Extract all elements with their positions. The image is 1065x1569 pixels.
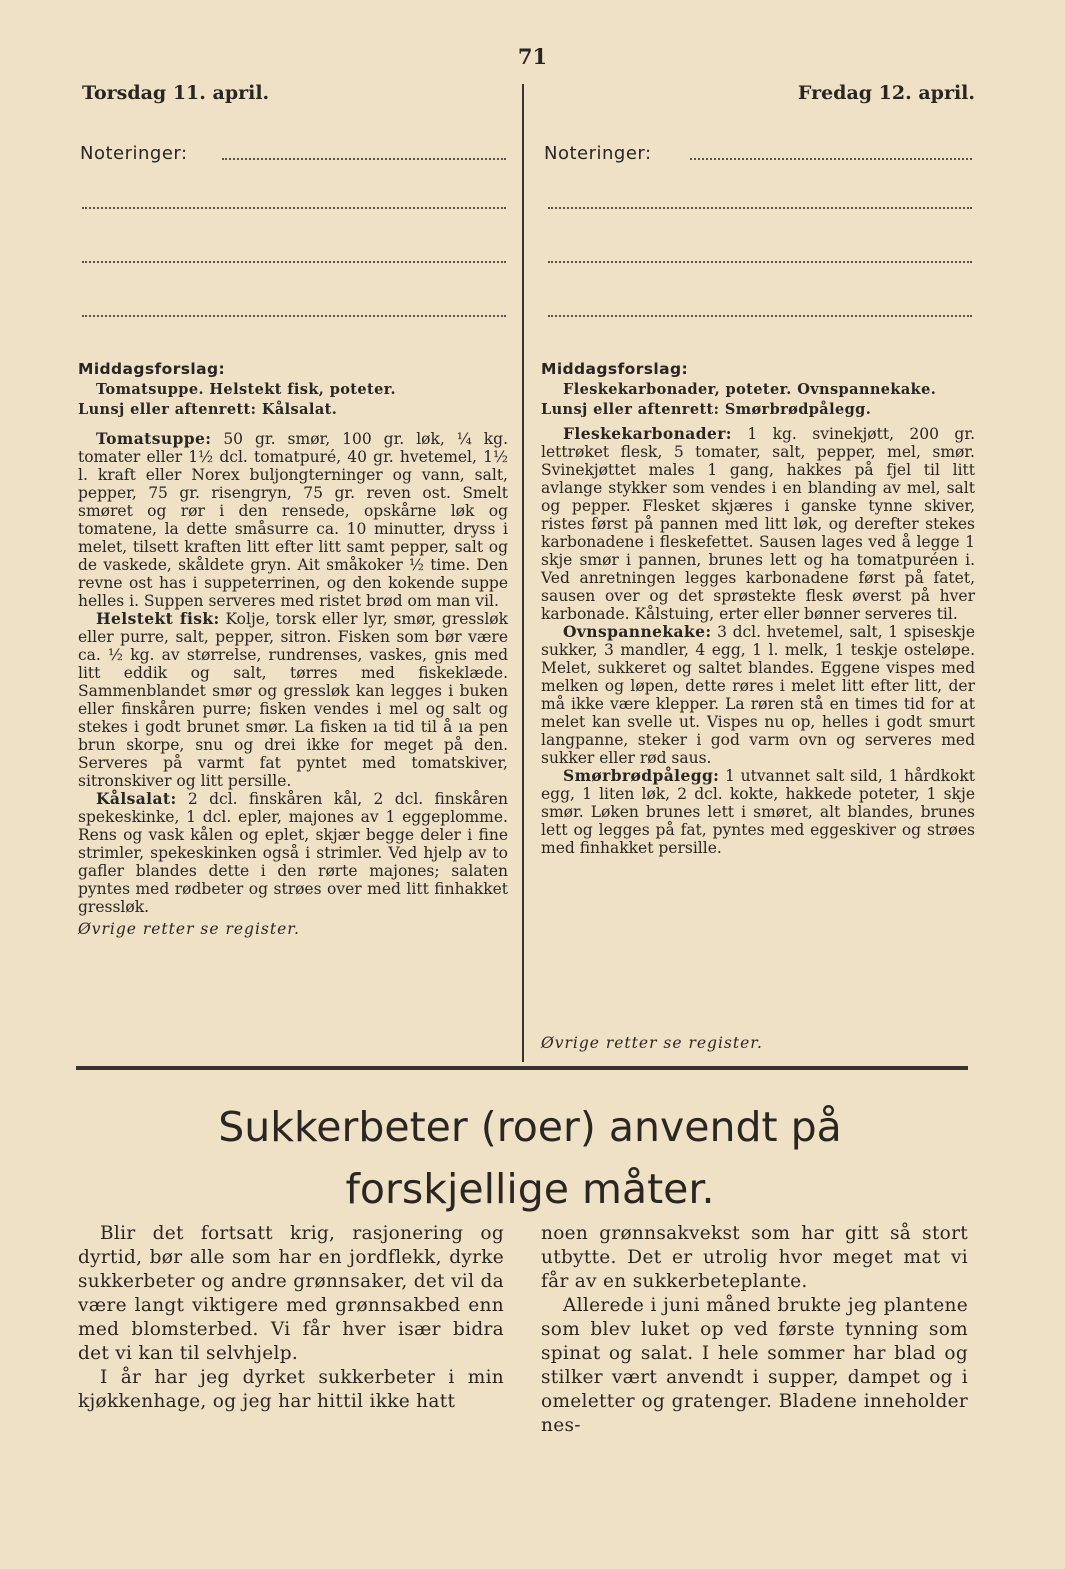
page-number: 71 bbox=[517, 44, 548, 69]
article-column-left bbox=[78, 1222, 504, 1414]
recipe-name: Smørbrødpålegg: bbox=[563, 766, 720, 785]
recipe-name: Fleskekarbonader: bbox=[563, 424, 732, 443]
recipe-text: Kolje, torsk eller lyr, smør, gressløk eller purre, salt, pepper, sitron. Fisken som bør være ca. ½ kg. av størrelse, rundrenses, vaskes, gnis med litt eddik og salt, tørres med fiskeklæde. Sammenblandet smør og gressløk kan legges i buken eller finskåren purre; fisken vendes i mel og salt og stekes i godt brunet smør. La fisken ıa tid til å ıa pen brun skorpe, snu og drei ikke for meget på den. Serveres på varmt fat pyntet med tomatskiver, sitronskiver og litt persille. bbox=[78, 610, 509, 790]
column-divider bbox=[522, 84, 524, 1062]
article-paragraph: I år har jeg dyrket sukkerbeter i min kjøkkenhage, og jeg har hittil ikke hatt bbox=[78, 1367, 504, 1412]
article-paragraph: Blir det fortsatt krig, rasjonering og dyrtid, bør alle som har en jordflekk, dyrke sukkerbeter og andre grønnsaker, det vil da være langt viktigere med grønnsakbed enn med blomsterbed. Vi får hver især bidra det vi kan til selvhjelp. bbox=[78, 1223, 504, 1364]
other-dishes-note: Øvrige retter se register. bbox=[541, 1034, 763, 1052]
recipe-text: 50 gr. smør, 100 gr. løk, ¼ kg. tomater eller 1½ dcl. tomatpuré, 40 gr. hvetemel, 1½ l. kraft eller Norex buljongterninger og vann, salt, pepper, 75 gr. risengryn, 75 gr. reven ost. Smelt smøret og rør i den rensede, opskårne løk og tomatene, la dette småsurre ca. 10 minutter, dryss i melet, tilsett kraften litt efter litt samt pepper, salt og de vaskede, skåldete gryn. Ait småkoker ½ time. Den revne ost has i suppeterrinen, og den kokende suppe helles i. Suppen serveres med ristet brød om man vil. bbox=[78, 430, 508, 610]
notes-dotline bbox=[82, 315, 506, 317]
notes-dotline bbox=[222, 158, 506, 160]
recipe-smorbrodpalegg bbox=[541, 767, 975, 857]
recipe-text: 3 dcl. hvetemel, salt, 1 spiseskje sukker, 3 mandler, 4 egg, 1 l. melk, 1 teskje osteløpe. Melet, sukkeret og saltet blandes. Eggene vispes med melken og løpen, dette røres i melet litt efter litt, der må ikke være klepper. La røren stå en times tid for at melet kan svelle ut. Vispes nu op, helles i godt smurt langpanne, steker i god varm ovn og serveres med sukker eller rød saus. bbox=[541, 623, 975, 767]
recipe-name: Ovnspannekake: bbox=[563, 622, 712, 641]
notes-label-right: Noteringer: bbox=[544, 143, 652, 164]
section-rule bbox=[76, 1066, 968, 1070]
dinner-suggestion: Tomatsuppe. Helstekt fisk, poteter. bbox=[96, 381, 396, 398]
recipe-list bbox=[78, 430, 508, 916]
notes-dotline bbox=[548, 261, 972, 263]
lunch-suggestion: Lunsj eller aftenrett: Smørbrødpålegg. bbox=[541, 401, 872, 418]
notes-label-left: Noteringer: bbox=[80, 143, 188, 164]
right-day-column bbox=[541, 360, 975, 857]
article-title-line: forskjellige måter. bbox=[345, 1165, 715, 1213]
recipe-helstekt-fisk bbox=[78, 610, 508, 790]
lunch-suggestion: Lunsj eller aftenrett: Kålsalat. bbox=[78, 401, 338, 418]
notes-dotline bbox=[690, 158, 972, 160]
recipe-tomatsuppe bbox=[78, 430, 508, 610]
article-title bbox=[60, 1096, 1000, 1220]
other-dishes-note: Øvrige retter se register. bbox=[78, 920, 300, 938]
article-column-right bbox=[541, 1222, 968, 1438]
notes-dotline bbox=[548, 207, 972, 209]
dinner-suggestion: Fleskekarbonader, poteter. Ovnspannekake. bbox=[563, 381, 937, 398]
recipe-name: Helstekt fisk: bbox=[96, 609, 220, 628]
dinner-heading: Middagsforslag: bbox=[541, 360, 689, 378]
day-heading-left: Torsdag 11. april. bbox=[82, 82, 270, 104]
recipe-list bbox=[541, 425, 975, 857]
article-paragraph: Allerede i juni måned brukte jeg plantene som blev luket op ved første tynning som spinat og salat. I hele sommer har blad og stilker vært anvendt i supper, dampet og i omeletter og gratenger. Bladene inneholder nes- bbox=[541, 1295, 968, 1436]
notes-dotline bbox=[548, 315, 972, 317]
recipe-text: 1 kg. svinekjøtt, 200 gr. lettrøket flesk, 5 tomater, salt, pepper, mel, smør. Svinekjøttet males 1 gang, hakkes på fjel til litt avlange stykker som vendes i en blanding av mel, salt og pepper. Flesket skjæres i ganske tynne skiver, ristes først på pannen med litt løk, og derefter stekes karbonadene i fleskefettet. Sausen lages ved å legge 1 skje smør i pannen, brunes lett og ha tomatpuréen i. Ved anretningen legges karbonadene først på fatet, sausen over og det sprøstekte flesk øverst på hver karbonade. Kålstuing, erter eller bønner serveres til. bbox=[541, 425, 975, 623]
recipe-name: Kålsalat: bbox=[96, 789, 177, 808]
notes-dotline bbox=[82, 261, 506, 263]
day-heading-right: Fredag 12. april. bbox=[797, 82, 975, 104]
recipe-kalsalat bbox=[78, 790, 508, 916]
recipe-ovnspannekake bbox=[541, 623, 975, 767]
recipe-fleskekarbonader bbox=[541, 425, 975, 623]
left-day-column bbox=[78, 360, 508, 938]
recipe-name: Tomatsuppe: bbox=[96, 429, 212, 448]
article-paragraph: noen grønnsakvekst som har gitt så stort utbytte. Det er utrolig hvor meget mat vi får av en sukkerbeteplante. bbox=[541, 1223, 968, 1292]
notes-dotline bbox=[82, 207, 506, 209]
recipe-text: 1 utvannet salt sild, 1 hårdkokt egg, 1 liten løk, 2 dcl. kokte, hakkede poteter, 1 skje smør. Løken brunes lett i smøret, alt blandes, brunes lett og legges på fat, pyntes med eggeskiver og strøes med finhakket persille. bbox=[541, 767, 975, 857]
dinner-heading: Middagsforslag: bbox=[78, 360, 226, 378]
article-title-line: Sukkerbeter (roer) anvendt på bbox=[218, 1103, 842, 1151]
recipe-text: 2 dcl. finskåren kål, 2 dcl. finskåren spekeskinke, 1 dcl. epler, majones av 1 eggeplomme. Rens og vask kålen og eplet, skjær begge deler i fine strimler, spekeskinken også i strimler. Ved hjelp av to gafler blandes dette i den rørte majones; salaten pyntes med rødbeter og strøes over med litt finhakket gressløk. bbox=[78, 790, 508, 916]
